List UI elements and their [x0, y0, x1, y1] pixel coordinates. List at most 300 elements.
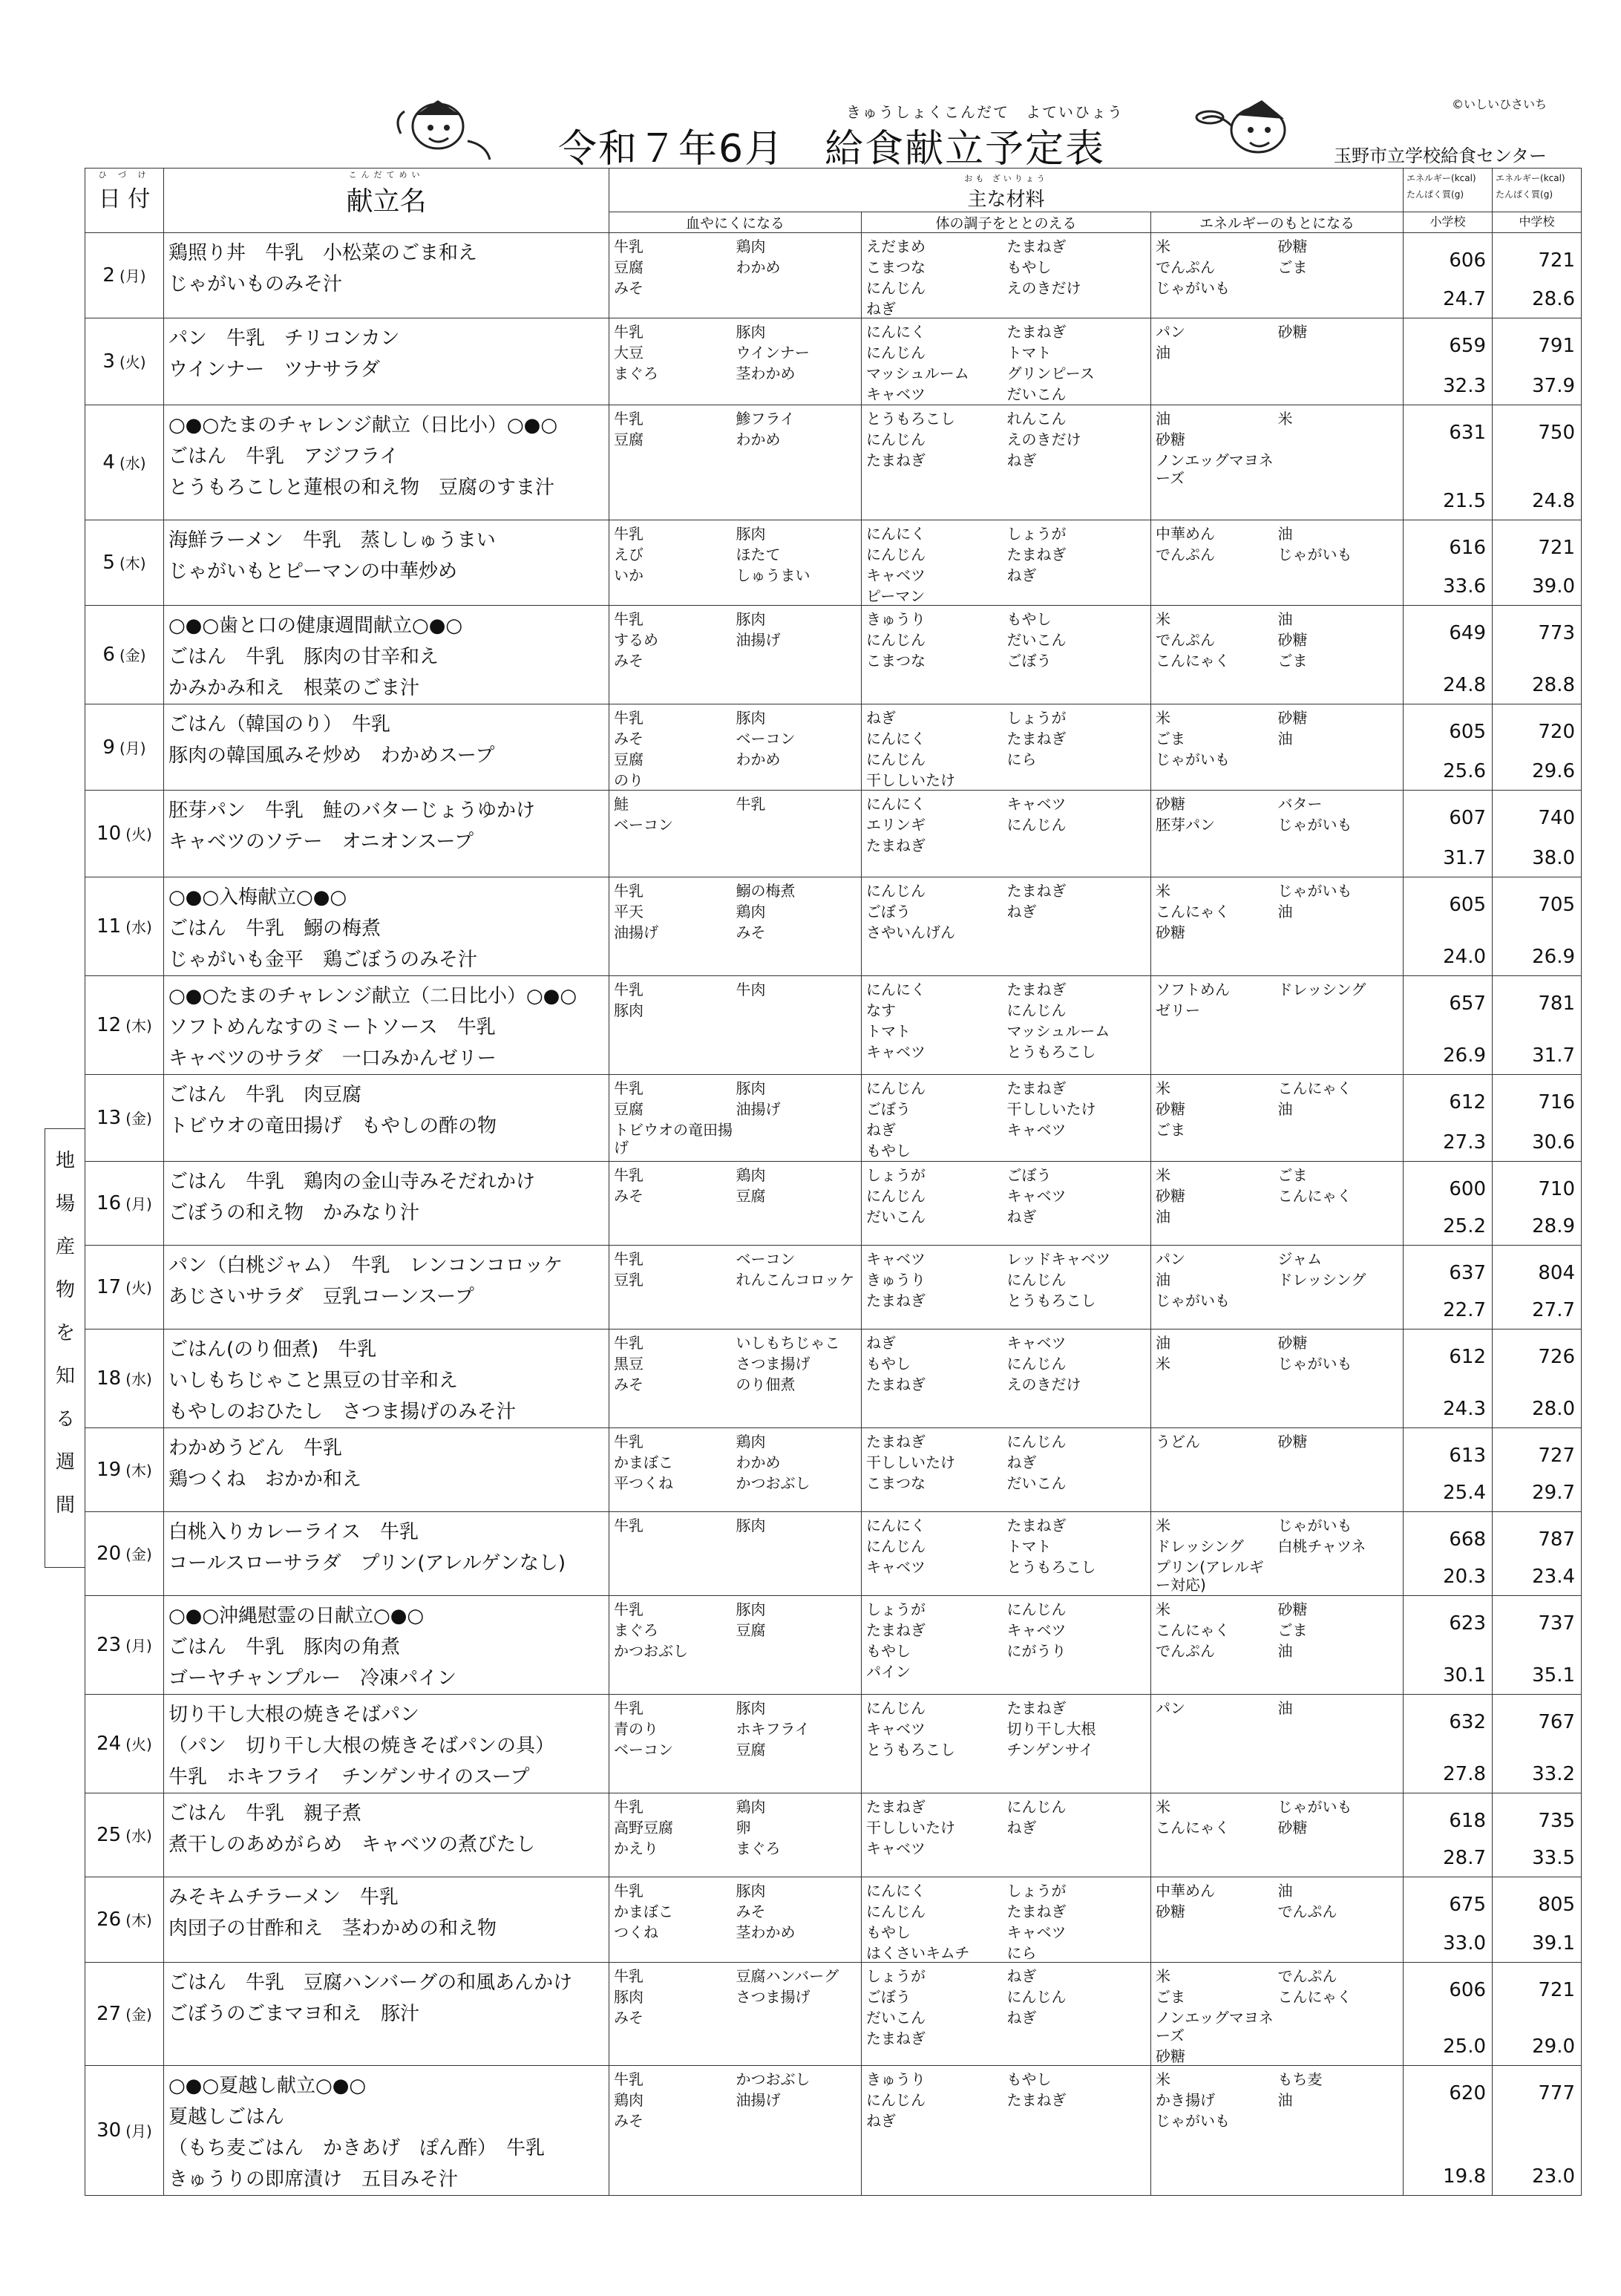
ingredient-item: ほたて — [736, 546, 781, 563]
ingredient-item: じゃがいも — [1277, 1798, 1352, 1816]
ingredient-item: ねぎ — [1006, 1967, 1037, 1985]
ingredient-item: まぐろ — [736, 1839, 781, 1857]
ingredient-item: しょうが — [866, 1967, 926, 1985]
ingredient-item: 油揚げ — [736, 631, 781, 649]
dish-line: ごはん 牛乳 豚肉の角煮 — [168, 1636, 401, 1658]
ingredient-item: 油揚げ — [736, 1100, 781, 1118]
ingredient-item: 米 — [1156, 238, 1170, 255]
ingredient-item: にんにく — [866, 525, 926, 543]
ingredient-item: 砂糖 — [1156, 431, 1185, 448]
ingredient-item: 牛乳 — [614, 610, 644, 628]
ingredient-item: 牛乳 — [614, 1079, 644, 1097]
ingredient-item: かえり — [614, 1839, 658, 1857]
energy-value: 607 — [1449, 807, 1487, 829]
ingredient-item: でんぷん — [1156, 546, 1215, 563]
ingredient-item: 牛乳 — [614, 709, 644, 727]
ingredient-item: だいこん — [1006, 385, 1067, 403]
ingredient-item: 米 — [1277, 410, 1293, 428]
ingredient-item: にんじん — [866, 1187, 926, 1205]
ingredient-item: トマト — [1006, 344, 1052, 362]
ingredient-item: こんにゃく — [1156, 903, 1230, 920]
ingredient-item: ごま — [1277, 1621, 1308, 1639]
menu-row — [85, 1162, 1582, 1246]
dish-line: ごはん 牛乳 豚肉の甘辛和え — [168, 646, 439, 668]
elementary-nutrition-cell — [1404, 791, 1493, 877]
ingredient-item: わかめ — [736, 1453, 781, 1471]
protein-value: 19.8 — [1443, 2165, 1487, 2188]
ingredient-item: 牛乳 — [614, 1433, 644, 1450]
ingredient-item: 干ししいたけ — [1006, 1100, 1096, 1118]
energy-value: 773 — [1538, 622, 1576, 644]
ingredient-item: 平つくね — [614, 1474, 673, 1492]
dish-line: キャベツのサラダ 一口みかんゼリー — [168, 1047, 497, 1070]
yellow-ingredients-cell — [1151, 976, 1404, 1075]
yellow-ingredients-cell — [1151, 1877, 1404, 1963]
ingredient-item: 豚肉 — [736, 709, 766, 727]
menu-dishes-cell — [164, 1596, 609, 1695]
yellow-ingredients-cell — [1151, 1329, 1404, 1428]
ingredient-item: にんじん — [866, 1903, 926, 1920]
green-ingredients-cell — [862, 606, 1151, 704]
ingredient-item: れんこんコロッケ — [736, 1271, 855, 1289]
ingredient-item: 中華めん — [1156, 525, 1215, 543]
ingredient-item: 白桃チャツネ — [1277, 1537, 1366, 1555]
day-of-week: (火) — [125, 1279, 152, 1297]
ingredient-item: 豆腐 — [736, 1187, 766, 1205]
dish-line: 鶏つくね おかか和え — [168, 1468, 362, 1491]
ingredient-item: パイン — [866, 1663, 911, 1681]
ingredient-item: しょうが — [1006, 525, 1067, 543]
protein-value: 37.9 — [1532, 375, 1576, 397]
ingredient-item: にら — [1006, 750, 1037, 768]
ingredient-item: キャベツ — [866, 1558, 926, 1576]
day-of-week: (水) — [125, 1370, 152, 1388]
junior-nutrition-cell — [1493, 1246, 1582, 1329]
ingredient-item: にんじん — [866, 1699, 926, 1717]
ingredient-item: 牛乳 — [614, 1334, 644, 1352]
dish-line: ごはん 牛乳 鰯の梅煮 — [168, 918, 381, 940]
junior-nutrition-cell — [1493, 520, 1582, 606]
energy-value: 606 — [1449, 249, 1487, 272]
ingredient-item: にがうり — [1006, 1642, 1067, 1660]
energy-value: 721 — [1538, 1979, 1576, 2001]
energy-value: 726 — [1538, 1346, 1576, 1368]
ingredient-item: チンゲンサイ — [1006, 1741, 1094, 1759]
date-header: ひ づ け 日 付 — [85, 169, 164, 233]
ingredient-item: 豆腐 — [614, 258, 644, 276]
ingredient-item: キャベツ — [1006, 1621, 1067, 1639]
date-cell — [85, 1793, 164, 1877]
ingredient-item: とうもろこし — [1006, 1043, 1096, 1061]
protein-value: 35.1 — [1532, 1664, 1576, 1687]
dish-line: かみかみ和え 根菜のごま汁 — [168, 677, 420, 699]
menu-name-header: こんだてめい 献立名 — [164, 169, 609, 233]
dish-line: あじさいサラダ 豆乳コーンスープ — [168, 1286, 474, 1308]
day-number: 13 — [96, 1107, 122, 1129]
ingredient-item: にんじん — [866, 431, 926, 448]
ingredient-item: 砂糖 — [1277, 238, 1308, 255]
ingredient-item: キャベツ — [866, 1250, 926, 1268]
red-ingredients-cell — [609, 1329, 862, 1428]
ingredient-item: でんぷん — [1156, 1642, 1215, 1660]
dish-line: じゃがいものみそ汁 — [168, 273, 343, 295]
ingredient-item: たまねぎ — [1006, 730, 1067, 748]
ingredient-item: 砂糖 — [1156, 2047, 1185, 2065]
dish-line: みそキムチラーメン 牛乳 — [168, 1886, 399, 1909]
energy-value: 705 — [1538, 894, 1576, 916]
ingredient-item: みそ — [614, 1187, 644, 1205]
ingredient-item: ねぎ — [1006, 1453, 1037, 1471]
green-ingredients-cell — [862, 1963, 1151, 2066]
day-number: 3 — [102, 350, 115, 373]
ingredient-item: 米 — [1156, 2070, 1170, 2088]
ingredient-item: ごま — [1277, 652, 1308, 670]
green-ingredients-cell — [862, 1075, 1151, 1162]
ingredient-item: たまねぎ — [1006, 1079, 1067, 1097]
day-of-week: (月) — [125, 1195, 152, 1213]
ingredient-item: もやし — [866, 1142, 911, 1160]
red-ingredients-cell — [609, 1162, 862, 1246]
day-of-week: (月) — [125, 2122, 152, 2140]
ingredient-item: ドレッシング — [1156, 1537, 1244, 1555]
day-of-week: (金) — [125, 1546, 152, 1563]
menu-dishes-cell — [164, 1329, 609, 1428]
ingredient-item: じゃがいも — [1277, 1517, 1352, 1534]
ingredient-item: にんじん — [866, 1537, 926, 1555]
ingredient-item: 豚肉 — [736, 1882, 766, 1900]
green-ingredients-cell — [862, 1793, 1151, 1877]
energy-value: 710 — [1538, 1178, 1576, 1200]
ingredient-item: じゃがいも — [1277, 1355, 1352, 1373]
ingredient-item: 砂糖 — [1277, 1433, 1308, 1450]
ingredient-item: 牛乳 — [614, 1967, 644, 1985]
dish-line: 肉団子の甘酢和え 茎わかめの和え物 — [168, 1917, 497, 1940]
side-label-char: 知 — [55, 1365, 75, 1387]
ingredient-item: とうもろこし — [1006, 1292, 1096, 1309]
ingredient-item: 砂糖 — [1156, 1903, 1185, 1920]
day-of-week: (金) — [125, 1110, 152, 1128]
ingredient-item: たまねぎ — [866, 2030, 926, 2047]
elementary-nutrition-cell — [1404, 976, 1493, 1075]
date-cell — [85, 520, 164, 606]
dish-line: わかめうどん 牛乳 — [168, 1437, 343, 1459]
protein-value: 28.0 — [1532, 1398, 1576, 1420]
ingredient-item: にんにく — [866, 1882, 926, 1900]
ingredient-item: 油 — [1277, 525, 1293, 543]
protein-value: 27.8 — [1443, 1763, 1487, 1785]
protein-value: 25.2 — [1443, 1215, 1487, 1237]
ingredient-item: もやし — [1006, 610, 1052, 628]
menu-dishes-cell — [164, 791, 609, 877]
yellow-ingredients-cell — [1151, 1162, 1404, 1246]
ingredient-item: 豚肉 — [736, 323, 766, 341]
energy-value: 735 — [1538, 1810, 1576, 1832]
green-ingredients-cell — [862, 233, 1151, 318]
energy-value: 721 — [1538, 249, 1576, 272]
ingredient-item: もやし — [1006, 258, 1052, 276]
ingredient-item: ごま — [1277, 258, 1308, 276]
menu-row — [85, 318, 1582, 405]
junior-nutrition-cell — [1493, 1329, 1582, 1428]
ingredient-item: 米 — [1156, 1967, 1170, 1985]
ingredient-item: 牛乳 — [614, 1600, 644, 1618]
yellow-ingredients-cell — [1151, 791, 1404, 877]
ingredient-item: にんじん — [866, 1079, 926, 1097]
ingredient-item: 牛肉 — [736, 981, 766, 998]
ingredient-item: 米 — [1156, 1798, 1170, 1816]
ingredient-item: 豚肉 — [614, 1988, 644, 2006]
ingredient-item: にんじん — [866, 750, 926, 768]
ingredient-item: はくさいキムチ — [866, 1944, 970, 1962]
title-furigana: きゅうしょくこんだて よていひょう — [846, 103, 1124, 121]
menu-dishes-cell — [164, 1877, 609, 1963]
ingredient-item: 油 — [1277, 1642, 1293, 1660]
ingredient-item: まぐろ — [614, 364, 658, 382]
ingredient-item: 砂糖 — [1156, 1187, 1185, 1205]
side-label-char: を — [55, 1322, 75, 1344]
junior-nutrition-cell — [1493, 791, 1582, 877]
day-number: 9 — [102, 736, 115, 759]
protein-value: 26.9 — [1443, 1044, 1487, 1067]
protein-value: 33.2 — [1532, 1763, 1576, 1785]
menu-dishes-cell — [164, 1428, 609, 1512]
ingredient-item: たまねぎ — [1006, 981, 1067, 998]
dish-line: きゅうりの即席漬け 五目みそ汁 — [168, 2168, 459, 2191]
energy-value: 721 — [1538, 537, 1576, 559]
ingredient-item: グリンピース — [1006, 364, 1095, 382]
protein-value: 25.0 — [1443, 2035, 1487, 2058]
date-cell — [85, 1075, 164, 1162]
ingredient-item: ゼリー — [1156, 1001, 1200, 1019]
side-label-char: る — [55, 1408, 75, 1430]
ingredient-item: たまねぎ — [1006, 1903, 1067, 1920]
ingredient-item: ごぼう — [1006, 1166, 1052, 1184]
junior-nutrition-cell — [1493, 1428, 1582, 1512]
ingredient-item: 茎わかめ — [736, 1923, 796, 1941]
red-ingredients-cell — [609, 1246, 862, 1329]
date-cell — [85, 405, 164, 520]
ingredient-item: キャベツ — [1006, 795, 1067, 813]
ingredient-item: 黒豆 — [614, 1355, 644, 1373]
ingredient-item: ソフトめん — [1156, 981, 1230, 998]
ingredient-item: ピーマン — [866, 587, 926, 605]
ingredient-item: じゃがいも — [1277, 546, 1352, 563]
junior-nutrition-cell — [1493, 318, 1582, 405]
protein-value: 31.7 — [1443, 847, 1487, 869]
ingredient-item: じゃがいも — [1277, 816, 1352, 834]
menu-row — [85, 1963, 1582, 2066]
day-number: 2 — [102, 264, 115, 287]
ingredient-item: キャベツ — [1006, 1334, 1067, 1352]
ingredient-item: でんぷん — [1277, 1967, 1337, 1985]
red-ingredients-cell — [609, 405, 862, 520]
ingredient-item: だいこん — [1006, 631, 1067, 649]
ingredient-item: みそ — [614, 1376, 644, 1393]
ingredient-item: こんにゃく — [1277, 1988, 1352, 2006]
ingredient-item: かき揚げ — [1156, 2091, 1215, 2109]
day-of-week: (月) — [119, 267, 146, 285]
ingredient-item: きゅうり — [866, 1271, 926, 1289]
date-cell — [85, 791, 164, 877]
menu-row — [85, 1246, 1582, 1329]
protein-value: 32.3 — [1443, 375, 1487, 397]
mascot-right-icon — [1188, 89, 1314, 171]
ingredient-item: にんにく — [866, 323, 926, 341]
day-number: 25 — [96, 1824, 122, 1846]
elementary-nutrition-cell — [1404, 1246, 1493, 1329]
ingredient-item: 鶏肉 — [736, 1433, 766, 1450]
menu-dishes-cell — [164, 233, 609, 318]
menu-dishes-cell — [164, 1963, 609, 2066]
ingredient-item: 牛乳 — [614, 1517, 644, 1534]
ingredient-item: こまつな — [866, 652, 926, 670]
ingredient-item: じゃがいも — [1156, 279, 1230, 297]
elementary-nutrition-cell — [1404, 1075, 1493, 1162]
date-cell — [85, 1162, 164, 1246]
ingredient-item: 砂糖 — [1156, 923, 1185, 941]
elementary-nutrition-cell — [1404, 405, 1493, 520]
elementary-nutrition-cell — [1404, 877, 1493, 976]
menu-dishes-cell — [164, 1793, 609, 1877]
ingredient-item: こんにゃく — [1156, 652, 1230, 670]
protein-value: 28.8 — [1532, 674, 1576, 696]
ingredient-item: えび — [614, 546, 644, 563]
ingredient-item: 砂糖 — [1156, 1100, 1185, 1118]
day-number: 30 — [96, 2119, 122, 2142]
day-number: 20 — [96, 1543, 122, 1565]
yellow-ingredients-cell — [1151, 318, 1404, 405]
date-cell — [85, 1246, 164, 1329]
day-number: 19 — [96, 1459, 122, 1481]
dish-line: ○●○たまのチャレンジ献立（日比小）○●○ — [168, 414, 558, 436]
dish-line: トビウオの竜田揚げ もやしの酢の物 — [168, 1115, 497, 1137]
date-cell — [85, 1695, 164, 1793]
ingredient-item: さやいんげん — [866, 923, 955, 941]
ingredient-item: こんにゃく — [1156, 1621, 1230, 1639]
ingredient-item: 牛乳 — [614, 981, 644, 998]
day-number: 4 — [102, 451, 115, 474]
ingredient-item: 牛乳 — [614, 410, 644, 428]
red-ingredients-cell — [609, 704, 862, 791]
day-of-week: (木) — [125, 1017, 152, 1035]
junior-nutrition-cell — [1493, 1695, 1582, 1793]
ingredient-item: きゅうり — [866, 610, 926, 628]
ingredient-item: キャベツ — [866, 1043, 926, 1061]
ingredient-item: 豚肉 — [736, 1079, 766, 1097]
ingredient-item: ねぎ — [1006, 451, 1037, 469]
green-ingredients-cell — [862, 1246, 1151, 1329]
green-ingredients-cell — [862, 1329, 1151, 1428]
ingredient-item: ねぎ — [1006, 903, 1037, 920]
protein-value: 24.8 — [1532, 490, 1576, 512]
day-of-week: (火) — [125, 825, 152, 843]
ingredient-item: 米 — [1156, 1079, 1170, 1097]
ingredient-item: 豚肉 — [736, 610, 766, 628]
day-number: 17 — [96, 1276, 122, 1298]
ingredient-item: にんじん — [866, 344, 926, 362]
menu-dishes-cell — [164, 1162, 609, 1246]
energy-value: 605 — [1449, 721, 1487, 743]
elementary-nutrition-cell — [1404, 2066, 1493, 2196]
ingredient-item: 干ししいたけ — [866, 1819, 955, 1837]
junior-nutrition-cell — [1493, 1793, 1582, 1877]
day-number: 12 — [96, 1014, 122, 1036]
green-ingredients-cell — [862, 405, 1151, 520]
energy-header-junior: エネルギー(kcal) たんぱく質(g) — [1493, 169, 1582, 212]
yellow-ingredients-cell — [1151, 2066, 1404, 2196]
elementary-header: 小学校 — [1404, 212, 1493, 233]
ingredient-item: たまねぎ — [1006, 882, 1067, 900]
ingredient-item: マッシュルーム — [1006, 1022, 1110, 1040]
menu-row — [85, 877, 1582, 976]
ingredient-item: ごま — [1277, 1166, 1308, 1184]
ingredient-item: かつおぶし — [614, 1642, 688, 1660]
protein-value: 38.0 — [1532, 847, 1576, 869]
protein-value: 39.1 — [1532, 1932, 1576, 1955]
ingredient-item: じゃがいも — [1156, 1292, 1230, 1309]
protein-value: 24.0 — [1443, 946, 1487, 968]
ingredient-item: えだまめ — [866, 238, 926, 255]
ingredient-item: 鶏肉 — [736, 1798, 766, 1816]
ingredient-item: にんじん — [1006, 1001, 1067, 1019]
ingredient-item: しょうが — [1006, 1882, 1067, 1900]
ingredient-item: キャベツ — [1006, 1187, 1067, 1205]
ingredient-item: 米 — [1156, 882, 1170, 900]
elementary-nutrition-cell — [1404, 1963, 1493, 2066]
ingredient-item: 砂糖 — [1277, 1334, 1308, 1352]
ingredient-item: かまぼこ — [614, 1453, 673, 1471]
menu-dishes-cell — [164, 318, 609, 405]
protein-value: 23.0 — [1532, 2165, 1576, 2188]
menu-dishes-cell — [164, 976, 609, 1075]
date-cell — [85, 1596, 164, 1695]
elementary-nutrition-cell — [1404, 233, 1493, 318]
ingredient-item: ベーコン — [614, 816, 673, 834]
ingredient-item: 高野豆腐 — [614, 1819, 673, 1837]
ingredient-item: のり — [614, 771, 644, 789]
protein-value: 21.5 — [1443, 490, 1487, 512]
ingredient-item: ノンエッグマヨネーズ — [1156, 451, 1274, 487]
ingredient-item: 油 — [1156, 344, 1170, 362]
ingredient-item: こまつな — [866, 258, 926, 276]
ingredient-item: キャベツ — [866, 566, 926, 584]
menu-dishes-cell — [164, 405, 609, 520]
ingredient-item: 米 — [1156, 1600, 1170, 1618]
day-of-week: (木) — [125, 1462, 152, 1479]
ingredient-item: 青のり — [614, 1720, 658, 1738]
ingredient-item: 牛乳 — [736, 795, 766, 813]
dish-line: 夏越しごはん — [168, 2106, 285, 2128]
ingredient-item: 米 — [1156, 1355, 1170, 1373]
ingredient-item: しょうが — [866, 1600, 926, 1618]
ingredient-item: 砂糖 — [1156, 795, 1185, 813]
protein-value: 30.1 — [1443, 1664, 1487, 1687]
ingredient-item: にんじん — [1006, 1798, 1067, 1816]
ingredient-item: 油 — [1277, 903, 1293, 920]
ingredient-item: たまねぎ — [866, 1433, 926, 1450]
ingredient-item: たまねぎ — [866, 1798, 926, 1816]
ingredient-item: 砂糖 — [1277, 323, 1308, 341]
local-products-week-label — [45, 1128, 85, 1568]
menu-row — [85, 233, 1582, 318]
ingredient-item: ねぎ — [866, 1334, 896, 1352]
ingredient-item: もやし — [866, 1923, 911, 1941]
ingredient-item: 油 — [1277, 730, 1293, 748]
red-ingredients-cell — [609, 791, 862, 877]
junior-nutrition-cell — [1493, 1162, 1582, 1246]
ingredient-item: 豆腐 — [614, 1100, 644, 1118]
ingredient-item: 豆乳 — [614, 1271, 644, 1289]
